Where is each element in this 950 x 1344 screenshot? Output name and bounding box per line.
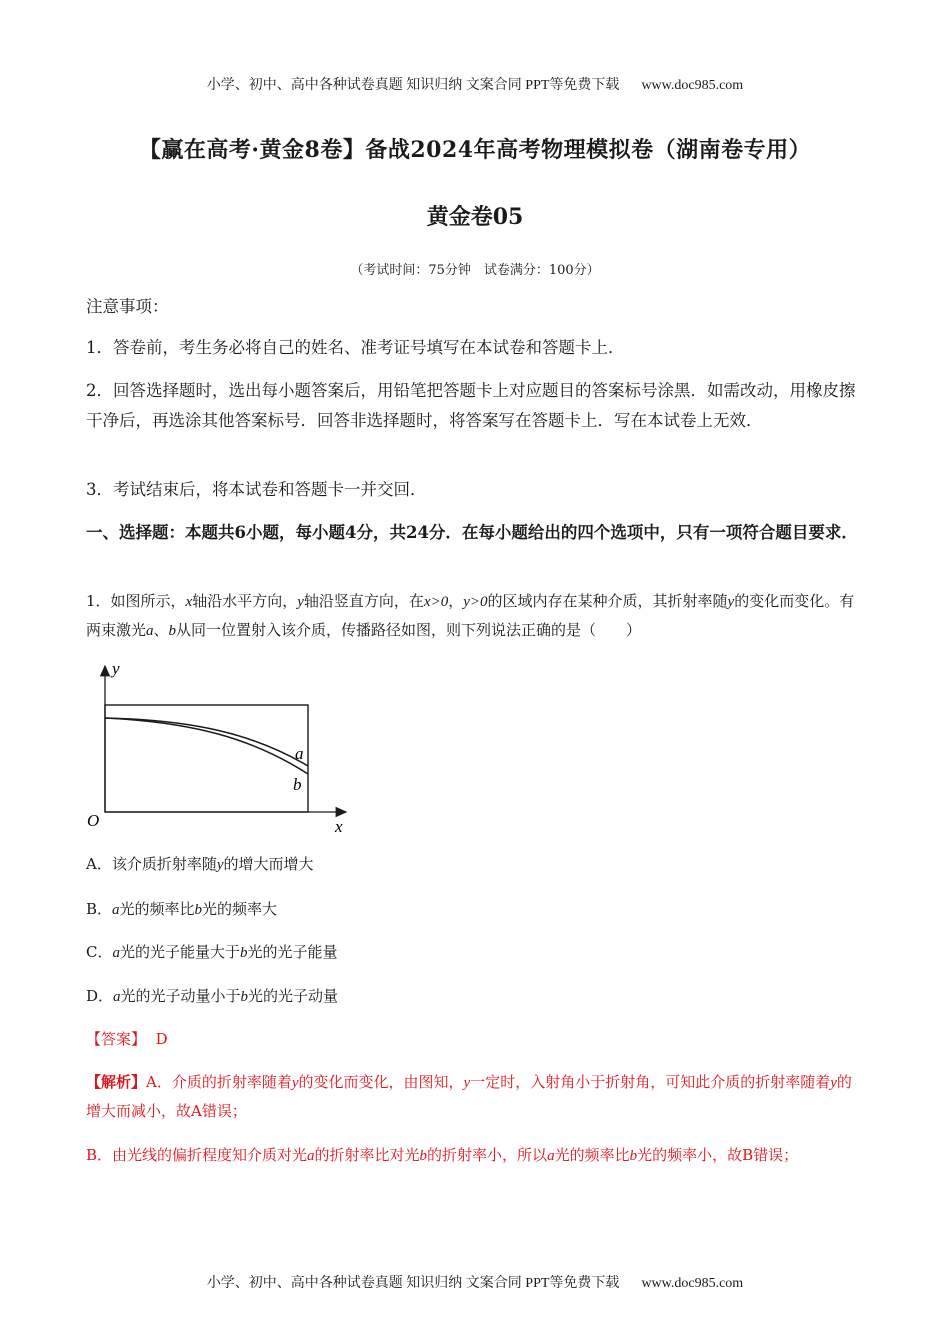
footer-site-link[interactable]: www.doc985.com	[641, 1276, 744, 1291]
page-footer	[0, 1272, 950, 1292]
header-text: 小学、初中、高中各种试卷真题 知识归纳 文案合同 PPT等免费下载	[206, 78, 620, 93]
page-title: 【赢在高考·黄金8卷】备战2024年高考物理模拟卷（湖南卷专用）	[138, 137, 812, 163]
exam-info: （考试时间：75分钟 试卷满分：100分）	[350, 263, 600, 278]
label-x: x	[335, 817, 343, 836]
ray-b	[105, 718, 308, 774]
header-site-link[interactable]: www.doc985.com	[641, 78, 744, 93]
label-a: a	[295, 744, 304, 763]
refraction-figure	[84, 656, 364, 838]
notes-heading: 注意事项：	[86, 297, 169, 316]
answer-value: D	[155, 1030, 168, 1048]
analysis-a: 【解析】A．介质的折射率随着y的变化而变化，由图知，y一定时，入射角小于折射角，可知此介质的折射率随着y的增大而减小，故A错误；	[86, 1073, 852, 1120]
analysis-b: B．由光线的偏折程度知介质对光a的折射率比对光b的折射率小，所以a光的频率比b光的频率小，故B错误；	[86, 1146, 799, 1164]
footer-text: 小学、初中、高中各种试卷真题 知识归纳 文案合同 PPT等免费下载	[206, 1276, 620, 1291]
ray-a	[105, 718, 308, 766]
label-o: O	[87, 811, 100, 830]
section-heading: 一、选择题：本题共6小题，每小题4分，共24分．在每小题给出的四个选项中，只有一项符合题目要求．	[86, 523, 858, 542]
note-item: 1．答卷前，考生务必将自己的姓名、准考证号填写在本试卷和答题卡上．	[86, 338, 625, 357]
paper-subtitle: 黄金卷05	[426, 204, 524, 230]
answer-label: 【答案】	[86, 1030, 147, 1048]
option-b[interactable]: B．a光的频率比b光的频率大	[86, 900, 278, 918]
option-a[interactable]: A．该介质折射率随y的增大而增大	[86, 855, 314, 873]
label-b: b	[293, 775, 302, 794]
option-d[interactable]: D．a光的光子动量小于b光的光子动量	[86, 987, 339, 1005]
question-stem: 1．如图所示，x轴沿水平方向，y轴沿竖直方向，在x>0，y>0的区域内存在某种介质，其折射率随y的变化而变化。有两束激光a、b从同一位置射入该介质，传播路径如图，则下列说法正确的是（ ）	[86, 592, 855, 639]
page-header	[0, 74, 950, 94]
answer-line	[86, 1025, 866, 1053]
note-item: 3．考试结束后，将本试卷和答题卡一并交回．	[86, 480, 427, 499]
note-item: 2．回答选择题时，选出每小题答案后，用铅笔把答题卡上对应题目的答案标号涂黑．如需改动，用橡皮擦干净后，再选涂其他答案标号．回答非选择题时，将答案写在答题卡上．写在本试卷上无效．	[86, 381, 856, 430]
label-y: y	[112, 659, 120, 678]
medium-region	[105, 705, 308, 812]
option-c[interactable]: C．a光的光子能量大于b光的光子能量	[86, 943, 338, 961]
